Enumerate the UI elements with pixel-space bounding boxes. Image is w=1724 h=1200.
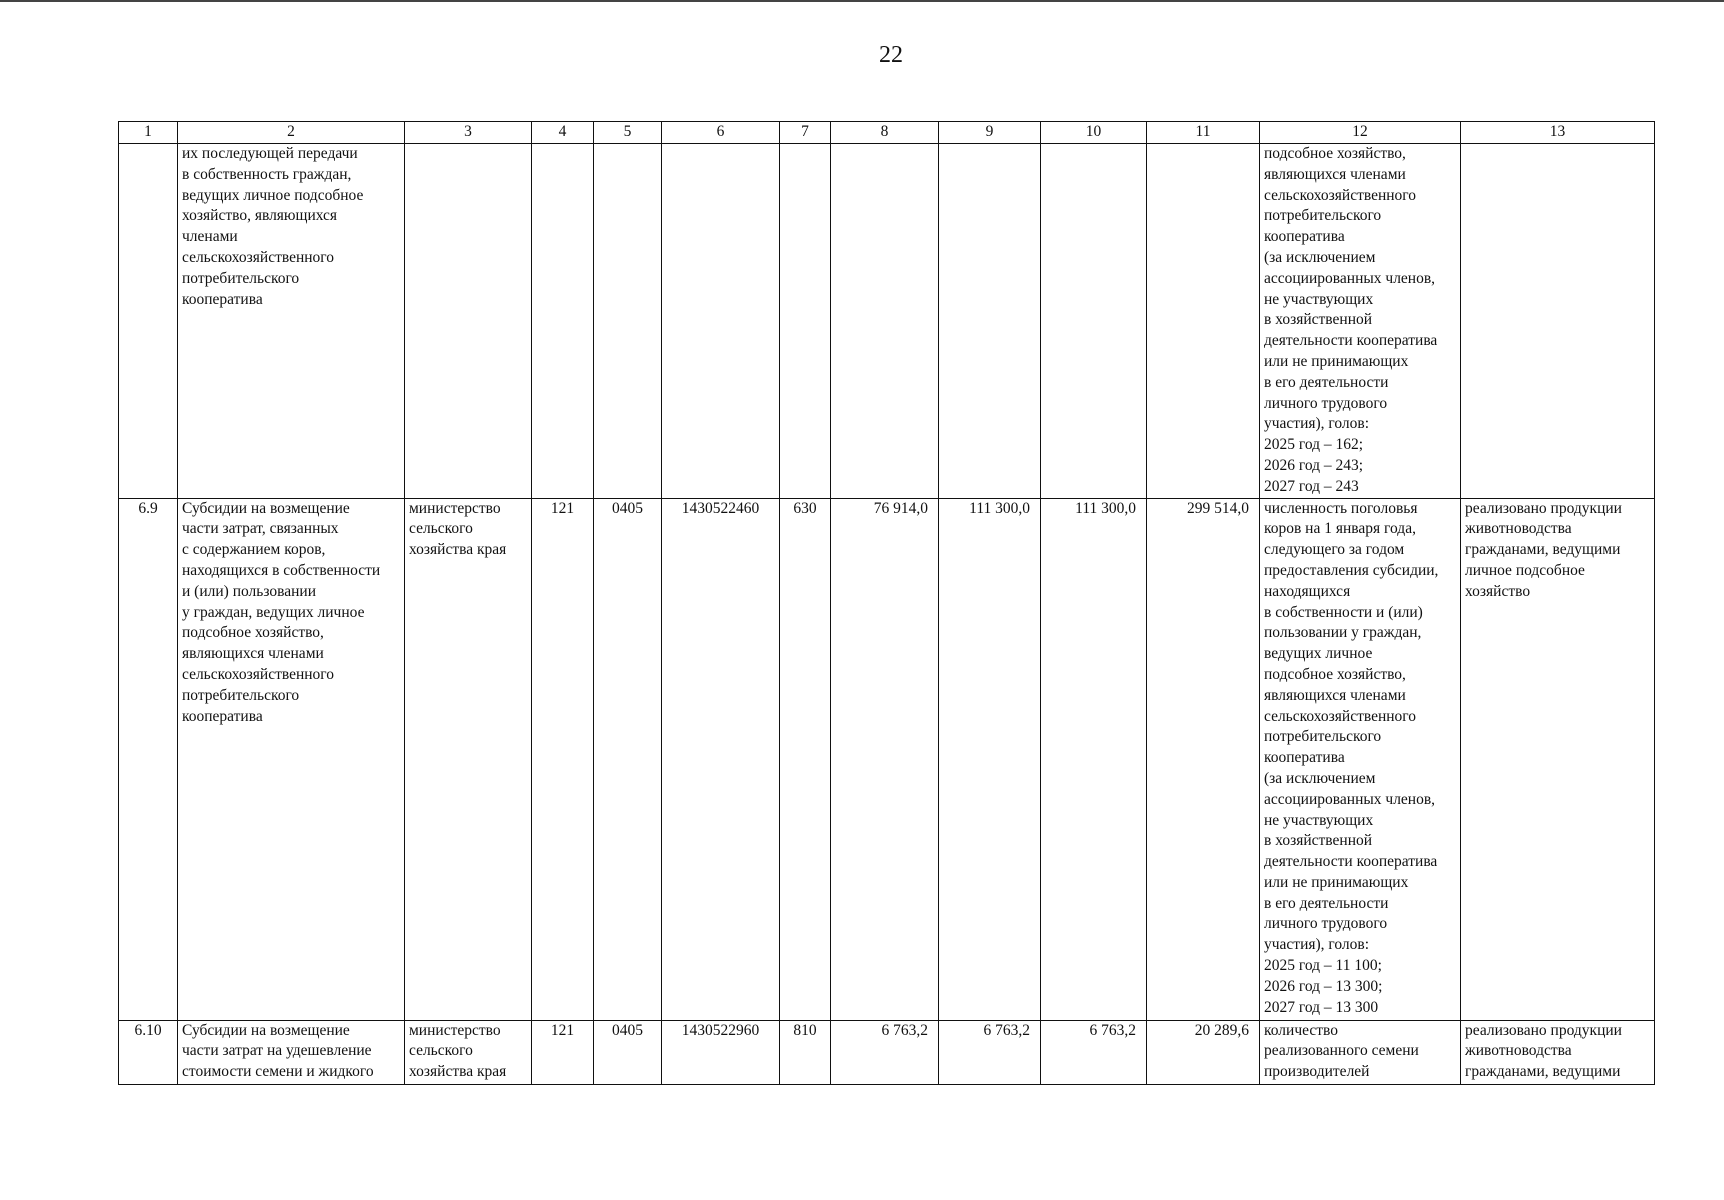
table-row: [119, 1020, 1655, 1084]
measure-name: их последующей передачи в собственность граждан, ведущих личное подсобное хозяйство, являющихся членами сельскохозяйственного потребительского кооператива: [178, 144, 405, 499]
header-cell: 9: [939, 122, 1041, 144]
amount-total: 299 514,0: [1147, 498, 1260, 1020]
code-target: [662, 144, 780, 499]
measure-name: Субсидии на возмещение части затрат, связанных с содержанием коров, находящихся в собственности и (или) пользовании у граждан, ведущих личное подсобное хозяйство, являющихся членами сельскохозяйственного потребительского кооператива: [178, 498, 405, 1020]
code-grbs: 121: [532, 1020, 594, 1084]
header-cell: 2: [178, 122, 405, 144]
executor: [405, 144, 532, 499]
page-number: 22: [879, 42, 903, 68]
amount-2027: 111 300,0: [1041, 498, 1147, 1020]
code-type: [780, 144, 831, 499]
amount-2026: 6 763,2: [939, 1020, 1041, 1084]
indicator: количество реализованного семени производителей: [1260, 1020, 1461, 1084]
amount-2025: [831, 144, 939, 499]
indicator: подсобное хозяйство, являющихся членами сельскохозяйственного потребительского кооператива (за исключением ассоциированных членов, не участвующих в хозяйственной деятельности кооператива или не принимающих в его деятельности личного трудового участия), голов: 2025 год – 162; 2026 год – 243; 2027 год – 243: [1260, 144, 1461, 499]
top-rule: [0, 0, 1724, 2]
executor: министерство сельского хозяйства края: [405, 1020, 532, 1084]
code-section: 0405: [594, 498, 662, 1020]
amount-2026: 111 300,0: [939, 498, 1041, 1020]
code-section: 0405: [594, 1020, 662, 1084]
code-target: 1430522960: [662, 1020, 780, 1084]
amount-2027: 6 763,2: [1041, 1020, 1147, 1084]
expected-result: реализовано продукции животноводства гражданами, ведущими: [1461, 1020, 1655, 1084]
table-row: [119, 498, 1655, 1020]
data-table: [118, 121, 1655, 1085]
executor: министерство сельского хозяйства края: [405, 498, 532, 1020]
amount-total: 20 289,6: [1147, 1020, 1260, 1084]
expected-result: [1461, 144, 1655, 499]
header-cell: 6: [662, 122, 780, 144]
header-cell: 11: [1147, 122, 1260, 144]
amount-2025: 76 914,0: [831, 498, 939, 1020]
header-cell: 13: [1461, 122, 1655, 144]
row-number: 6.10: [119, 1020, 178, 1084]
header-cell: 8: [831, 122, 939, 144]
amount-2027: [1041, 144, 1147, 499]
header-cell: 5: [594, 122, 662, 144]
amount-total: [1147, 144, 1260, 499]
expected-result: реализовано продукции животноводства гражданами, ведущими личное подсобное хозяйство: [1461, 498, 1655, 1020]
amount-2025: 6 763,2: [831, 1020, 939, 1084]
code-type: 630: [780, 498, 831, 1020]
code-grbs: 121: [532, 498, 594, 1020]
code-section: [594, 144, 662, 499]
header-cell: 12: [1260, 122, 1461, 144]
code-type: 810: [780, 1020, 831, 1084]
header-cell: 1: [119, 122, 178, 144]
row-number: [119, 144, 178, 499]
amount-2026: [939, 144, 1041, 499]
header-cell: 10: [1041, 122, 1147, 144]
code-target: 1430522460: [662, 498, 780, 1020]
table-header-row: [119, 122, 1655, 144]
code-grbs: [532, 144, 594, 499]
header-cell: 7: [780, 122, 831, 144]
header-cell: 4: [532, 122, 594, 144]
header-cell: 3: [405, 122, 532, 144]
indicator: численность поголовья коров на 1 января года, следующего за годом предоставления субсидии, находящихся в собственности и (или) пользовании у граждан, ведущих личное подсобное хозяйство, являющихся членами сельскохозяйственного потребительского кооператива (за исключением ассоциированных членов, не участвующих в хозяйственной деятельности кооператива или не принимающих в его деятельности личного трудового участия), голов: 2025 год – 11 100; 2026 год – 13 300; 2027 год – 13 300: [1260, 498, 1461, 1020]
table-row: [119, 144, 1655, 499]
measure-name: Субсидии на возмещение части затрат на удешевление стоимости семени и жидкого: [178, 1020, 405, 1084]
row-number: 6.9: [119, 498, 178, 1020]
